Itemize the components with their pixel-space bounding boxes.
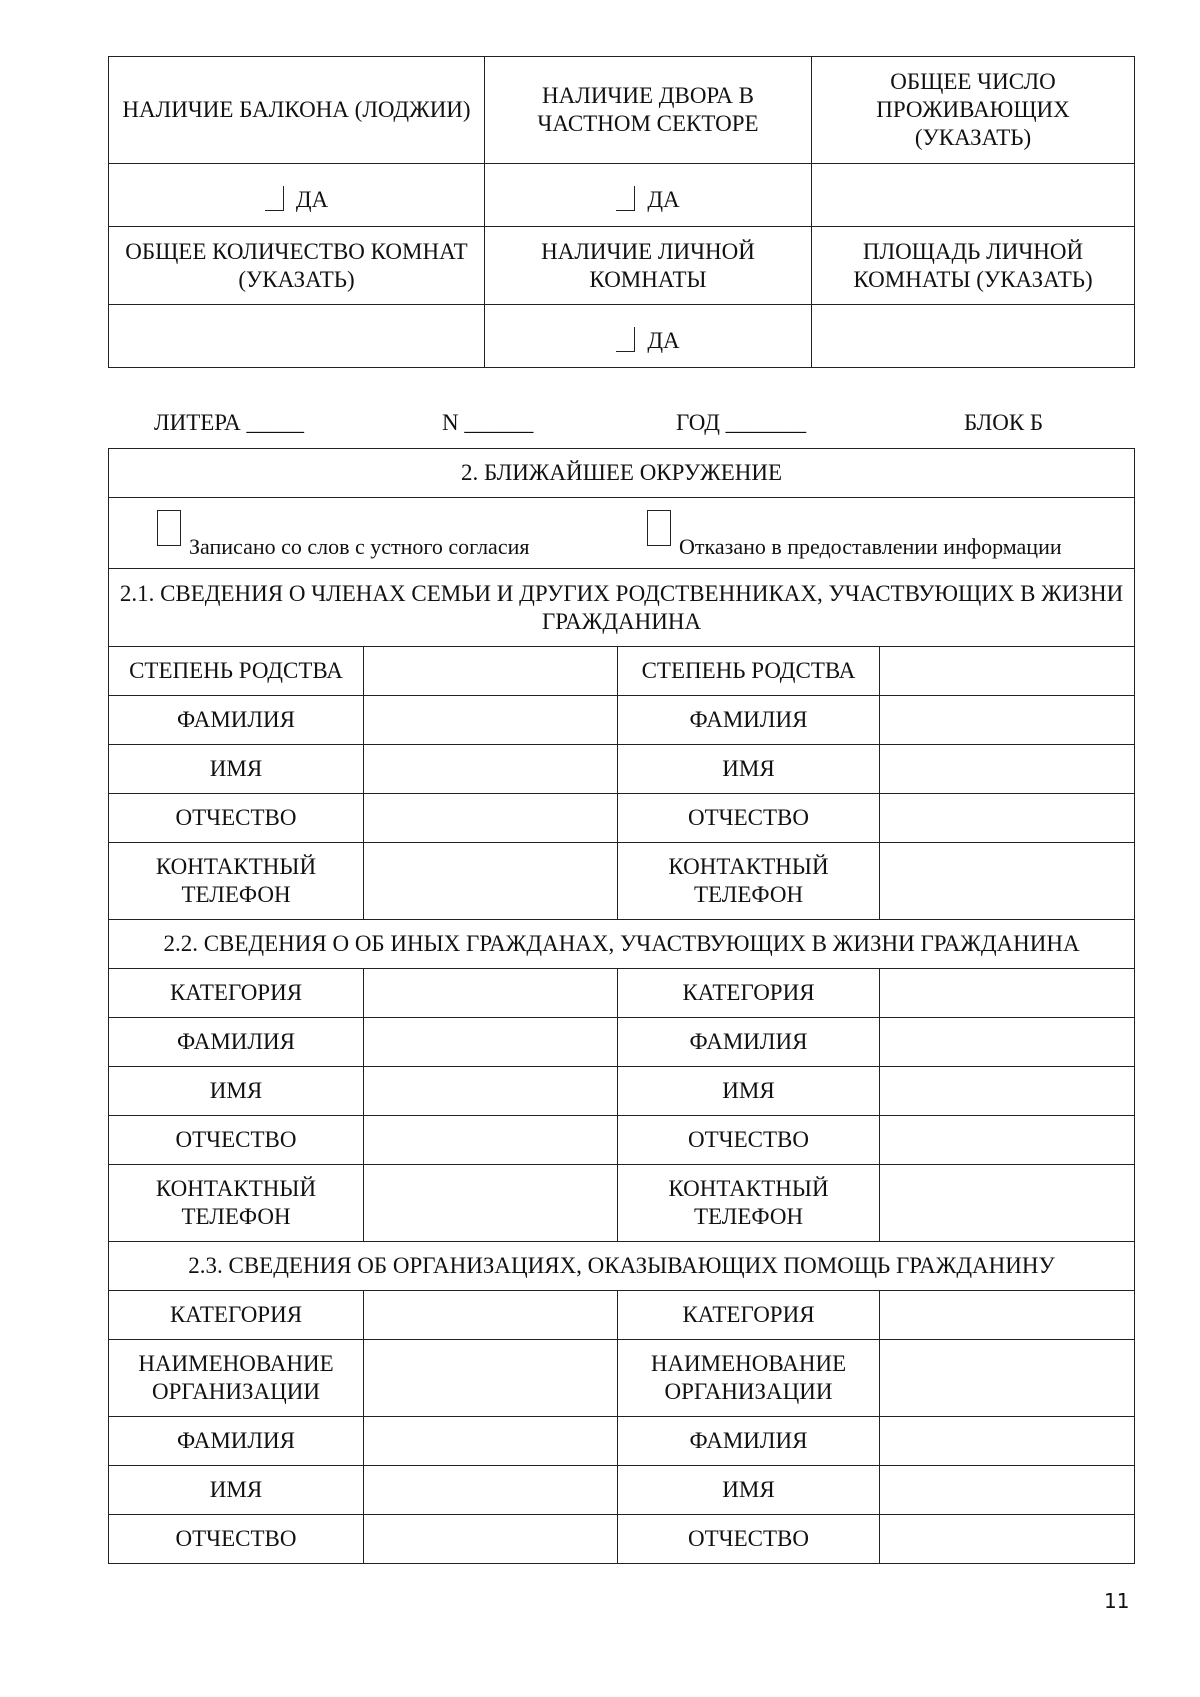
- own-room-area-value-cell[interactable]: [812, 305, 1135, 368]
- balcony-header: НАЛИЧИЕ БАЛКОНА (ЛОДЖИИ): [109, 57, 485, 164]
- value-cell[interactable]: [364, 1291, 618, 1340]
- consent-given-label: Записано со слов с устного согласия: [189, 534, 530, 559]
- housing-table: [108, 56, 1135, 368]
- consent-refused-option[interactable]: [647, 510, 1062, 561]
- checkbox-mark-icon[interactable]: [616, 186, 635, 211]
- subsection-2-2-title: 2.2. СВЕДЕНИЯ О ОБ ИНЫХ ГРАЖДАНАХ, УЧАСТВУЮЩИХ В ЖИЗНИ ГРАЖДАНИНА: [109, 920, 1135, 969]
- year-field[interactable]: ГОД _______: [676, 410, 807, 435]
- litera-field[interactable]: ЛИТЕРА _____: [154, 410, 305, 435]
- subsection-2-3-title: 2.3. СВЕДЕНИЯ ОБ ОРГАНИЗАЦИЯХ, ОКАЗЫВАЮЩИХ ПОМОЩЬ ГРАЖДАНИНУ: [109, 1242, 1135, 1291]
- value-cell[interactable]: [364, 1466, 618, 1515]
- row-label: КОНТАКТНЫЙ ТЕЛЕФОН: [618, 1165, 880, 1242]
- checkbox-icon[interactable]: [647, 510, 671, 546]
- row-label: КАТЕГОРИЯ: [618, 1291, 880, 1340]
- value-cell[interactable]: [880, 1165, 1135, 1242]
- value-cell[interactable]: [880, 1067, 1135, 1116]
- checkbox-mark-icon[interactable]: [616, 327, 635, 352]
- value-cell[interactable]: [364, 1340, 618, 1417]
- own-room-yes-cell[interactable]: [485, 305, 812, 368]
- balcony-yes-cell[interactable]: [109, 164, 485, 227]
- residents-header: ОБЩЕЕ ЧИСЛО ПРОЖИВАЮЩИХ (УКАЗАТЬ): [812, 57, 1135, 164]
- rooms-header: ОБЩЕЕ КОЛИЧЕСТВО КОМНАТ (УКАЗАТЬ): [109, 227, 485, 305]
- value-cell[interactable]: [364, 1067, 618, 1116]
- checkbox-icon[interactable]: [157, 510, 181, 546]
- value-cell[interactable]: [364, 794, 618, 843]
- row-label: ОТЧЕСТВО: [618, 1116, 880, 1165]
- own-room-area-header: ПЛОЩАДЬ ЛИЧНОЙ КОМНАТЫ (УКАЗАТЬ): [812, 227, 1135, 305]
- value-cell[interactable]: [364, 696, 618, 745]
- yes-label: ДА: [647, 328, 680, 353]
- row-label: ОТЧЕСТВО: [109, 1515, 364, 1564]
- row-label: ФАМИЛИЯ: [109, 1018, 364, 1067]
- row-label: ИМЯ: [109, 1067, 364, 1116]
- row-label: КОНТАКТНЫЙ ТЕЛЕФОН: [109, 1165, 364, 1242]
- value-cell[interactable]: [364, 1417, 618, 1466]
- value-cell[interactable]: [880, 843, 1135, 920]
- row-label: КОНТАКТНЫЙ ТЕЛЕФОН: [618, 843, 880, 920]
- yes-label: ДА: [647, 187, 680, 212]
- row-label: СТЕПЕНЬ РОДСТВА: [109, 647, 364, 696]
- row-label: ОТЧЕСТВО: [109, 794, 364, 843]
- value-cell[interactable]: [364, 1515, 618, 1564]
- value-cell[interactable]: [880, 1417, 1135, 1466]
- consent-row: [109, 498, 1135, 569]
- value-cell[interactable]: [880, 1116, 1135, 1165]
- consent-refused-label: Отказано в предоставлении информации: [679, 534, 1062, 559]
- yard-header: НАЛИЧИЕ ДВОРА В ЧАСТНОМ СЕКТОРЕ: [485, 57, 812, 164]
- row-label: НАИМЕНОВАНИЕ ОРГАНИЗАЦИИ: [618, 1340, 880, 1417]
- row-label: НАИМЕНОВАНИЕ ОРГАНИЗАЦИИ: [109, 1340, 364, 1417]
- row-label: КАТЕГОРИЯ: [109, 969, 364, 1018]
- row-label: ИМЯ: [618, 745, 880, 794]
- number-field[interactable]: N ______: [442, 410, 534, 435]
- fields-line: [108, 410, 1134, 444]
- consent-given-option[interactable]: [157, 510, 529, 561]
- residents-value-cell[interactable]: [812, 164, 1135, 227]
- yard-yes-cell[interactable]: [485, 164, 812, 227]
- page-number: 11: [1104, 1589, 1130, 1613]
- value-cell[interactable]: [880, 794, 1135, 843]
- row-label: ФАМИЛИЯ: [109, 1417, 364, 1466]
- row-label: ОТЧЕСТВО: [618, 1515, 880, 1564]
- yes-label: ДА: [295, 187, 329, 212]
- row-label: КАТЕГОРИЯ: [618, 969, 880, 1018]
- row-label: ИМЯ: [109, 745, 364, 794]
- row-label: КОНТАКТНЫЙ ТЕЛЕФОН: [109, 843, 364, 920]
- value-cell[interactable]: [364, 1165, 618, 1242]
- row-label: ОТЧЕСТВО: [618, 794, 880, 843]
- value-cell[interactable]: [880, 969, 1135, 1018]
- value-cell[interactable]: [880, 1515, 1135, 1564]
- row-label: ФАМИЛИЯ: [618, 1417, 880, 1466]
- row-label: ОТЧЕСТВО: [109, 1116, 364, 1165]
- value-cell[interactable]: [880, 696, 1135, 745]
- subsection-2-1-title: 2.1. СВЕДЕНИЯ О ЧЛЕНАХ СЕМЬИ И ДРУГИХ РОДСТВЕННИКАХ, УЧАСТВУЮЩИХ В ЖИЗНИ ГРАЖДАНИНА: [109, 569, 1135, 647]
- row-label: ФАМИЛИЯ: [618, 1018, 880, 1067]
- value-cell[interactable]: [880, 1018, 1135, 1067]
- value-cell[interactable]: [364, 969, 618, 1018]
- value-cell[interactable]: [364, 647, 618, 696]
- row-label: СТЕПЕНЬ РОДСТВА: [618, 647, 880, 696]
- row-label: ИМЯ: [109, 1466, 364, 1515]
- value-cell[interactable]: [880, 1466, 1135, 1515]
- row-label: ИМЯ: [618, 1466, 880, 1515]
- checkbox-mark-icon[interactable]: [265, 186, 284, 211]
- value-cell[interactable]: [364, 843, 618, 920]
- block-label: БЛОК Б: [964, 410, 1044, 435]
- row-label: ФАМИЛИЯ: [618, 696, 880, 745]
- value-cell[interactable]: [880, 1291, 1135, 1340]
- value-cell[interactable]: [880, 1340, 1135, 1417]
- value-cell[interactable]: [880, 647, 1135, 696]
- own-room-header: НАЛИЧИЕ ЛИЧНОЙ КОМНАТЫ: [485, 227, 812, 305]
- row-label: ИМЯ: [618, 1067, 880, 1116]
- rooms-value-cell[interactable]: [109, 305, 485, 368]
- value-cell[interactable]: [880, 745, 1135, 794]
- row-label: ФАМИЛИЯ: [109, 696, 364, 745]
- value-cell[interactable]: [364, 1018, 618, 1067]
- row-label: КАТЕГОРИЯ: [109, 1291, 364, 1340]
- value-cell[interactable]: [364, 745, 618, 794]
- section2-title: 2. БЛИЖАЙШЕЕ ОКРУЖЕНИЕ: [109, 449, 1135, 498]
- value-cell[interactable]: [364, 1116, 618, 1165]
- section2-table: [108, 448, 1135, 1564]
